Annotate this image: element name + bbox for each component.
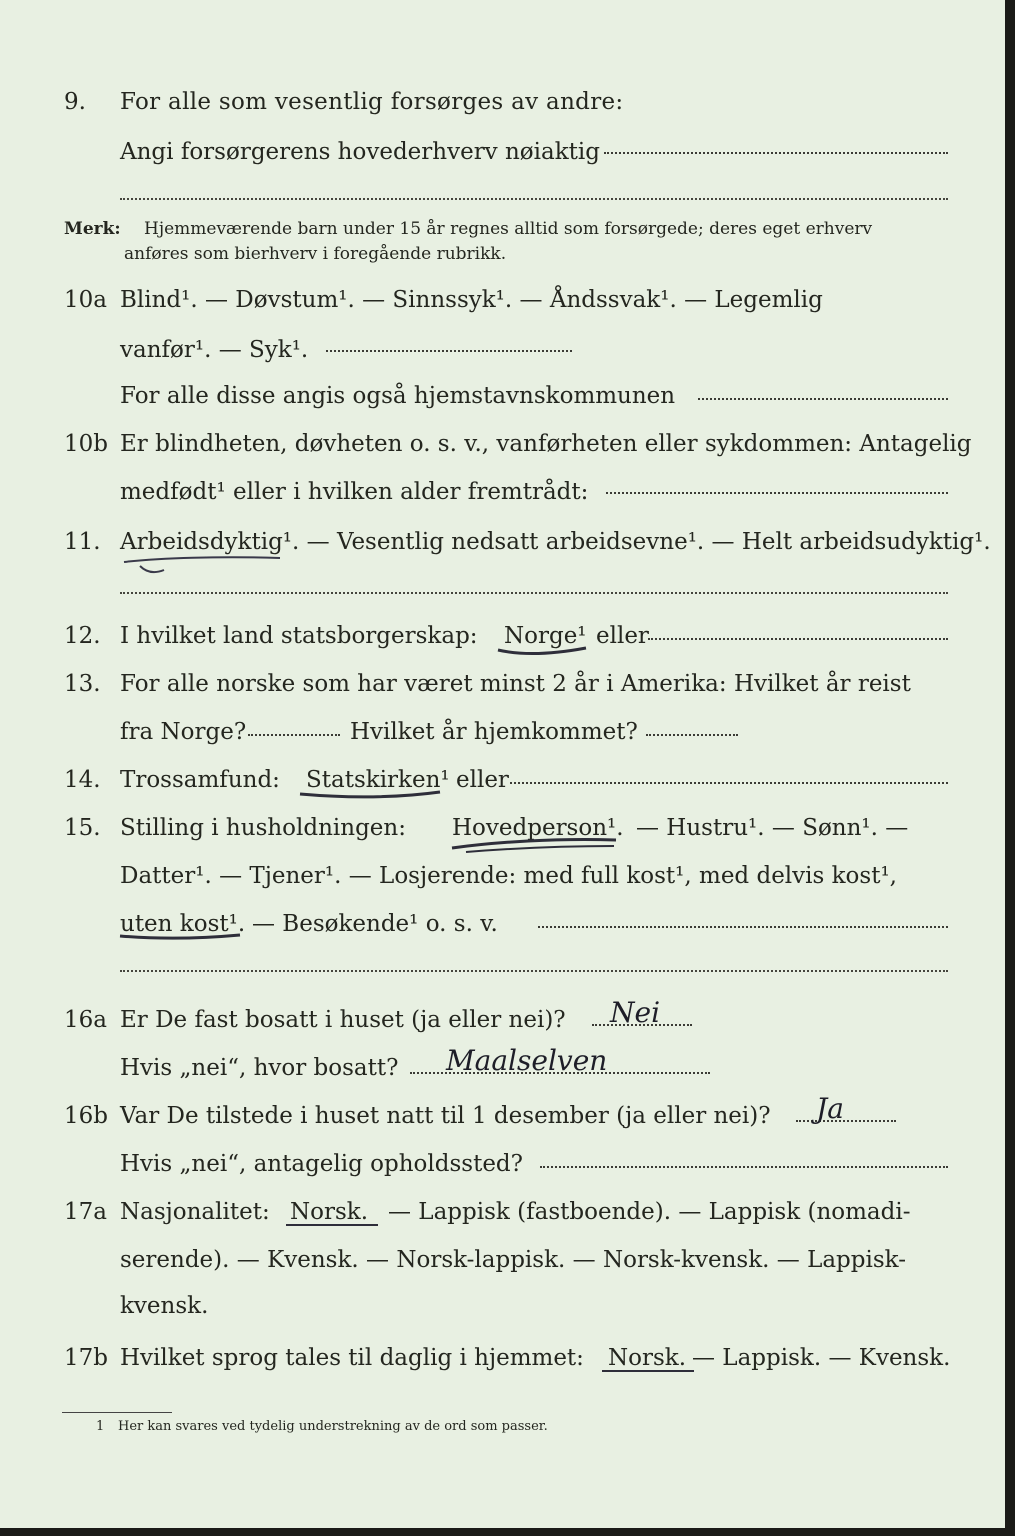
q17b-number: 17b — [64, 1345, 108, 1371]
q13-line2a: fra Norge? — [120, 719, 247, 745]
q9-line2: Angi forsørgerens hovederhverv nøiaktig — [120, 139, 600, 165]
q11-number: 11. — [64, 529, 101, 555]
q16b-line2: Hvis „nei“, antagelig opholdssted? — [120, 1151, 523, 1177]
q15-line2: Datter¹. — Tjener¹. — Losjerende: med full kost¹, med delvis kost¹, — [120, 863, 897, 889]
q14-number: 14. — [64, 767, 101, 793]
footnote-rule — [62, 1412, 172, 1413]
q15-line1c: — Hustru¹. — Sønn¹. — — [636, 815, 909, 841]
q15-hovedperson-underline — [446, 834, 626, 858]
q16a-number: 16a — [64, 1007, 107, 1033]
footnote-text: Her kan svares ved tydelig understrekning av de ord som passer. — [118, 1419, 548, 1434]
q12-suffix: eller — [596, 623, 649, 649]
q15-number: 15. — [64, 815, 101, 841]
q16b-handwritten-answer1: Ja — [816, 1092, 844, 1125]
q10a-syk-line — [326, 350, 572, 352]
q15-answer-line — [538, 926, 948, 928]
q10a-kommune-line — [698, 398, 948, 400]
q17a-line1c: — Lappisk (fastboende). — Lappisk (nomadi- — [388, 1199, 911, 1225]
q17a-norsk-underline — [286, 1224, 378, 1226]
q17b-norsk-underline — [602, 1370, 694, 1372]
q12-prefix: I hvilket land statsborgerskap: — [120, 623, 478, 649]
q13-number: 13. — [64, 671, 101, 697]
q10a-line3: For alle disse angis også hjemstavnskommunen — [120, 383, 676, 409]
q10b-number: 10b — [64, 431, 108, 457]
footnote-mark: 1 — [96, 1419, 105, 1434]
q13-line1: For alle norske som har været minst 2 år i Amerika: Hvilket år reist — [120, 671, 911, 697]
q10a-line1: Blind¹. — Døvstum¹. — Sinnssyk¹. — Åndssvak¹. — Legemlig — [120, 287, 823, 313]
q14-answer-line — [510, 782, 948, 784]
q16a-handwritten-answer1: Nei — [610, 996, 661, 1029]
q15-line1a: Stilling i husholdningen: — [120, 815, 406, 841]
q15-option-hovedperson: Hovedperson¹. — [452, 815, 624, 841]
q12-norge-underline — [494, 642, 594, 658]
q15-extra-line — [120, 970, 948, 972]
q11-extra-line — [120, 592, 948, 594]
q15-uten-kost-underline — [116, 930, 246, 944]
scan-edge-right — [1005, 0, 1015, 1536]
q16a-handwritten-answer2: Maalselven — [446, 1044, 608, 1077]
q10b-age-line — [606, 492, 948, 494]
q17a-line2: serende). — Kvensk. — Norsk-lappisk. — Norsk-kvensk. — Lappisk- — [120, 1247, 906, 1273]
q14-option-statskirken: Statskirken¹ — [306, 767, 450, 793]
q16b-line1: Var De tilstede i huset natt til 1 desember (ja eller nei)? — [120, 1103, 771, 1129]
q13-line2b: Hvilket år hjemkommet? — [350, 719, 638, 745]
q17a-number: 17a — [64, 1199, 107, 1225]
q9-extra-line — [120, 198, 948, 200]
q12-option-norge: Norge¹ — [504, 623, 587, 649]
merk-line1: Hjemmeværende barn under 15 år regnes alltid som forsørgede; deres eget erhverv — [144, 219, 873, 239]
q12-number: 12. — [64, 623, 101, 649]
q11-line1: Arbeidsdyktig¹. — Vesentlig nedsatt arbeidsevne¹. — Helt arbeidsudyktig¹. — [120, 529, 991, 555]
q16b-answer1-line — [796, 1120, 896, 1122]
q13-reist-line — [248, 734, 340, 736]
merk-label: Merk: — [64, 219, 121, 239]
q16a-line2: Hvis „nei“, hvor bosatt? — [120, 1055, 399, 1081]
q10a-line2: vanfør¹. — Syk¹. — [120, 337, 309, 363]
q10b-line2: medfødt¹ eller i hvilken alder fremtrådt: — [120, 479, 589, 505]
q17b-option-norsk: Norsk. — [608, 1345, 687, 1371]
q10a-number: 10a — [64, 287, 107, 313]
q17b-label: Hvilket sprog tales til daglig i hjemmet: — [120, 1345, 584, 1371]
q9-answer-line — [604, 152, 948, 154]
q17a-line3: kvensk. — [120, 1293, 209, 1319]
scan-edge-bottom — [0, 1528, 1015, 1536]
q15-line3b: — Besøkende¹ o. s. v. — [252, 911, 498, 937]
q16b-number: 16b — [64, 1103, 108, 1129]
q10b-line1: Er blindheten, døvheten o. s. v., vanførheten eller sykdommen: Antagelig — [120, 431, 972, 457]
q14-suffix: eller — [456, 767, 509, 793]
q9-line1: For alle som vesentlig forsørges av andre: — [120, 89, 624, 115]
q9-number: 9. — [64, 89, 86, 115]
merk-line2: anføres som bierhverv i foregående rubrikk. — [124, 244, 507, 264]
q13-hjem-line — [646, 734, 738, 736]
q12-answer-line — [648, 638, 948, 640]
q17a-option-norsk: Norsk. — [290, 1199, 369, 1225]
q16a-line1: Er De fast bosatt i huset (ja eller nei)? — [120, 1007, 566, 1033]
q17a-label: Nasjonalitet: — [120, 1199, 270, 1225]
q15-option-uten-kost: uten kost¹. — [120, 911, 246, 937]
q11-underline-mark — [120, 548, 300, 578]
q14-prefix: Trossamfund: — [120, 767, 280, 793]
q16b-answer2-line — [540, 1166, 948, 1168]
q17b-line1c: — Lappisk. — Kvensk. — [692, 1345, 951, 1371]
q14-statskirken-underline — [296, 786, 446, 802]
